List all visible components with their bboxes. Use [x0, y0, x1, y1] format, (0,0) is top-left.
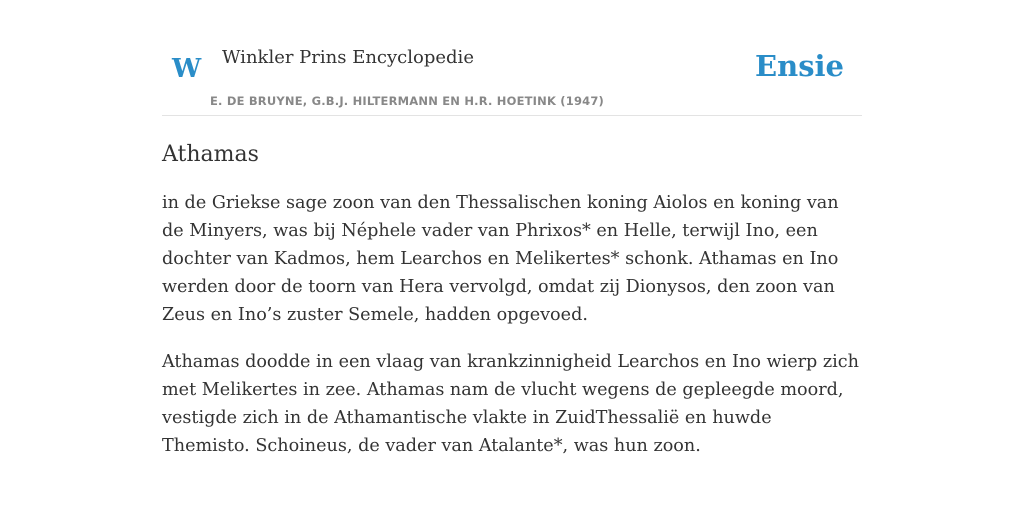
- article-card: [162, 40, 862, 479]
- source-logo[interactable]: W: [172, 54, 202, 84]
- article-body: [162, 189, 862, 460]
- source-authors: E. DE BRUYNE, G.B.J. HILTERMANN EN H.R. HOETINK (1947): [210, 94, 605, 108]
- article-paragraph: in de Griekse sage zoon van den Thessalischen koning Aiolos en koning van de Minyers, was bij Néphele vader van Phrixos* en Helle, terwijl Ino, een dochter van Kadmos, hem Learchos en Melikertes* schonk. Athamas en Ino werden door de toorn van Hera vervolgd, omdat zij Dionysos, den zoon van Zeus en Ino’s zuster Semele, hadden opgevoed.: [162, 193, 839, 325]
- source-header: [162, 40, 862, 116]
- article-title: Athamas: [162, 142, 259, 167]
- source-title[interactable]: Winkler Prins Encyclopedie: [222, 47, 474, 68]
- ensie-logo[interactable]: Ensie: [755, 49, 844, 83]
- article-paragraph: Athamas doodde in een vlaag van krankzinnigheid Learchos en Ino wierp zich met Melikertes in zee. Athamas nam de vlucht wegens de gepleegde moord, vestigde zich in de Athamantische vlakte in ZuidThessalië en huwde Themisto. Schoineus, de vader van Atalante*, was hun zoon.: [162, 352, 859, 456]
